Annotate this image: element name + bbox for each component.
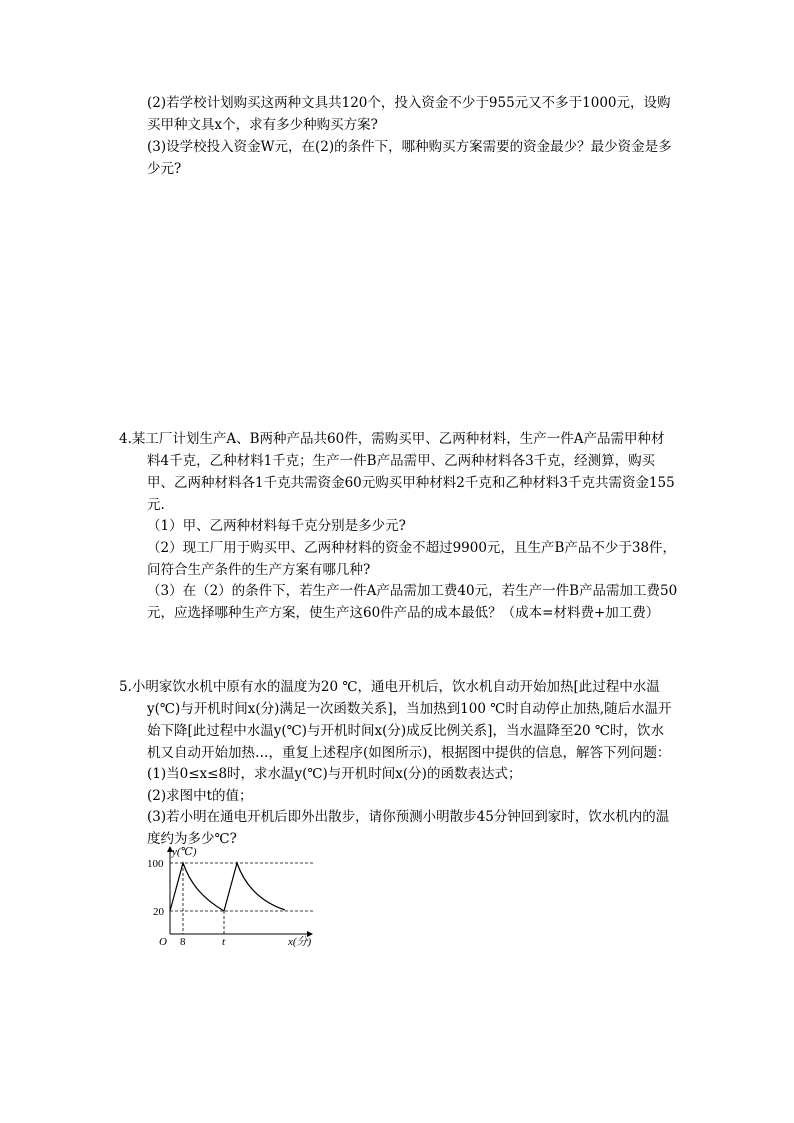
q4-part1: （1）甲、乙两种材料每千克分别是多少元? <box>147 518 406 534</box>
q3-part3-line1: (3)设学校投入资金W元，在(2)的条件下，哪种购买方案需要的资金最少？最少资金是多 <box>147 139 672 155</box>
q5-stem-line3: 始下降[此过程中水温y(℃)与开机时间x(分)成反比例关系]，当水温降至20 ℃时，饮水 <box>147 723 665 739</box>
q4-stem-line3: 甲、乙两种材料各1千克共需资金60元购买甲种材料2千克和乙种材料3千克共需资金155 <box>147 475 675 491</box>
q5-part2: (2)求图中t的值； <box>147 788 253 804</box>
q5-part3-line1: (3)若小明在通电开机后即外出散步，请你预测小明散步45分钟回到家时，饮水机内的温 <box>147 809 670 825</box>
water-temperature-graph <box>140 843 320 950</box>
origin-label: O <box>159 936 167 948</box>
q5-stem-line1: 5.小明家饮水机中原有水的温度为20 ℃，通电开机后，饮水机自动开始加热[此过程中水温 <box>119 679 660 695</box>
q4-part2-line2: 问符合生产条件的生产方案有哪几种? <box>147 562 371 578</box>
x-tick-8: 8 <box>180 936 186 948</box>
q3-part2-line2: 买甲种文具x个，求有多少种购买方案? <box>147 117 378 133</box>
q3-part3-line2: 少元? <box>147 161 182 177</box>
q4-stem-line1: 4.某工厂计划生产A、B两种产品共60件，需购买甲、乙两种材料，生产一件A产品需甲种材 <box>119 431 665 447</box>
q4-part3-line1: （3）在（2）的条件下，若生产一件A产品需加工费40元，若生产一件B产品需加工费50 <box>147 583 678 599</box>
x-tick-t: t <box>222 936 226 948</box>
q5-part3-line2: 度约为多少℃? <box>147 831 237 847</box>
q4-stem-line4: 元. <box>147 497 165 513</box>
q4-part3-line2: 元，应选择哪种生产方案，使生产这60件产品的成本最低？（成本=材料费+加工费） <box>147 605 660 621</box>
q5-part1: (1)当0≤x≤8时，求水温y(℃)与开机时间x(分)的函数表达式； <box>147 766 522 782</box>
q4-part2-line1: （2）现工厂用于购买甲、乙两种材料的资金不超过9900元，且生产B产品不少于38件， <box>147 540 677 556</box>
temperature-curve <box>170 863 285 911</box>
y-axis-label: y(℃) <box>172 846 197 858</box>
q5-stem-line2: y(℃)与开机时间x(分)满足一次函数关系]，当加热到100 ℃时自动停止加热,随后水温开 <box>147 701 672 717</box>
y-tick-100: 100 <box>147 858 164 870</box>
x-axis-label: x(分) <box>288 936 312 948</box>
q4-stem-line2: 料4千克，乙种材料1千克；生产一件B产品需甲、乙两种材料各3千克，经测算，购买 <box>147 453 656 469</box>
q3-part2-line1: (2)若学校计划购买这两种文具共120个，投入资金不少于955元又不多于1000元，设购 <box>147 95 671 111</box>
y-tick-20: 20 <box>153 906 164 918</box>
q5-stem-line4: 机又自动开始加热…，重复上述程序(如图所示)，根据图中提供的信息，解答下列问题： <box>147 745 671 761</box>
